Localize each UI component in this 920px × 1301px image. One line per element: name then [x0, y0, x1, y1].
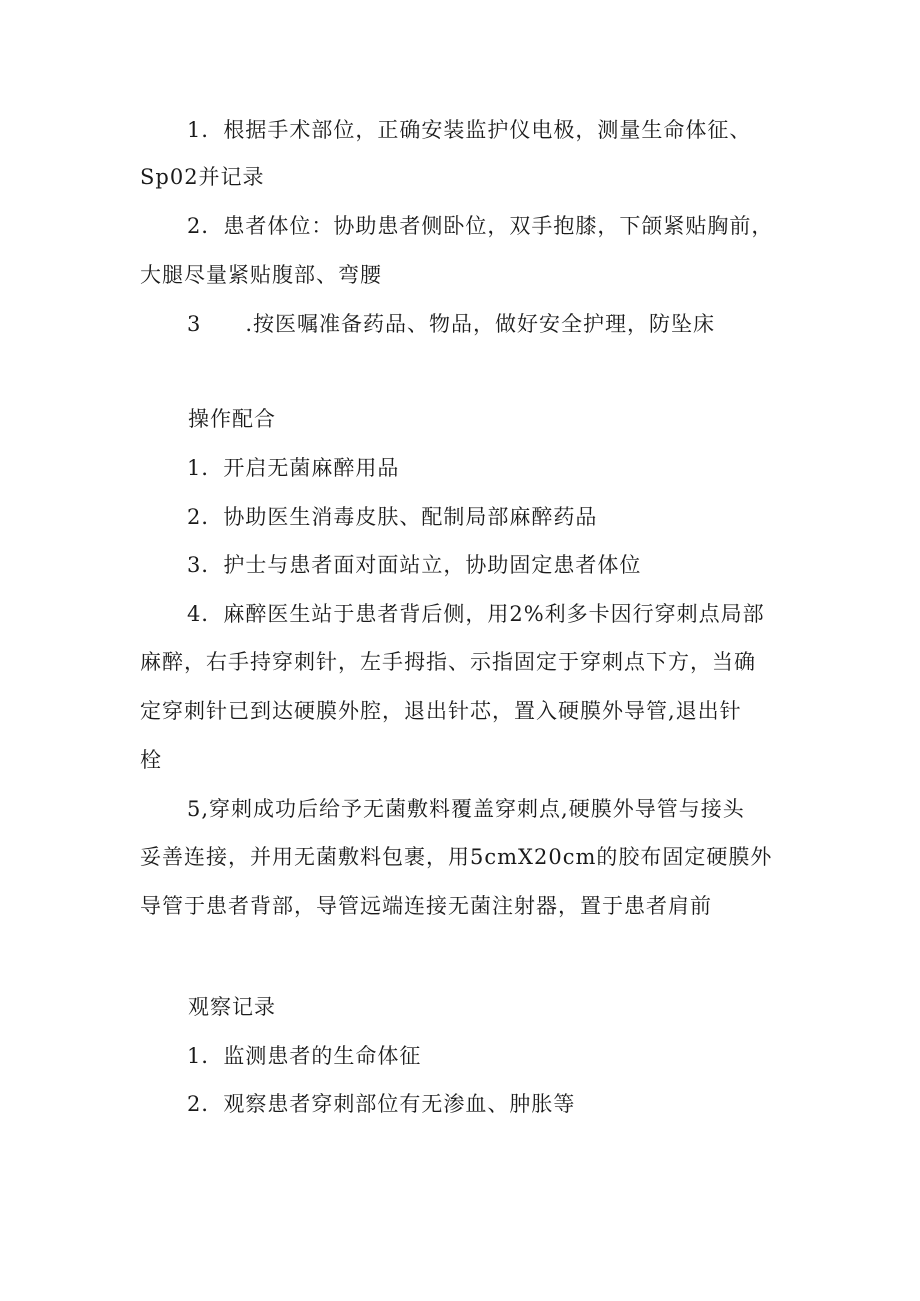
- item-text-line: 2．患者体位：协助患者侧卧位，双手抱膝，下颌紧贴胸前，: [187, 214, 774, 238]
- item-text-line: 1．开启无菌麻醉用品: [187, 456, 400, 480]
- item-text-line: 大腿尽量紧贴腹部、弯腰: [140, 263, 382, 287]
- item-text-line: 2．观察患者穿刺部位有无渗血、肿胀等: [187, 1092, 576, 1116]
- item-text-line: 4．麻醉医生站于患者背后侧，用2%利多卡因行穿刺点局部: [187, 602, 765, 626]
- item-text-line: 5,穿刺成功后给予无菌敷料覆盖穿刺点,硬膜外导管与接头: [187, 797, 745, 821]
- item-text-line: 妥善连接，并用无菌敷料包裹，用5cmX20cm的胶布固定硬膜外: [140, 845, 773, 869]
- item-text-line: 栓: [140, 748, 162, 772]
- item-text-line: 定穿刺针已到达硬膜外腔，退出针芯，置入硬膜外导管,退出针: [140, 699, 742, 723]
- section-heading: 观察记录: [188, 995, 276, 1019]
- item-text-line: 1．根据手术部位，正确安装监护仪电极，测量生命体征、: [187, 118, 752, 142]
- item-text-line: 1．监测患者的生命体征: [187, 1044, 422, 1068]
- item-text-line: 3．护士与患者面对面站立，协助固定患者体位: [187, 553, 642, 577]
- item-text-line: 2．协助医生消毒皮肤、配制局部麻醉药品: [187, 505, 598, 529]
- item-text-line: 导管于患者背部，导管远端连接无菌注射器，置于患者肩前: [140, 894, 712, 918]
- item-text-line: 3 .按医嘱准备药品、物品，做好安全护理，防坠床: [187, 312, 716, 336]
- item-text-line: Sp02并记录: [140, 165, 265, 189]
- item-text-line: 麻醉，右手持穿刺针，左手拇指、示指固定于穿刺点下方，当确: [140, 650, 756, 674]
- section-heading: 操作配合: [188, 407, 276, 431]
